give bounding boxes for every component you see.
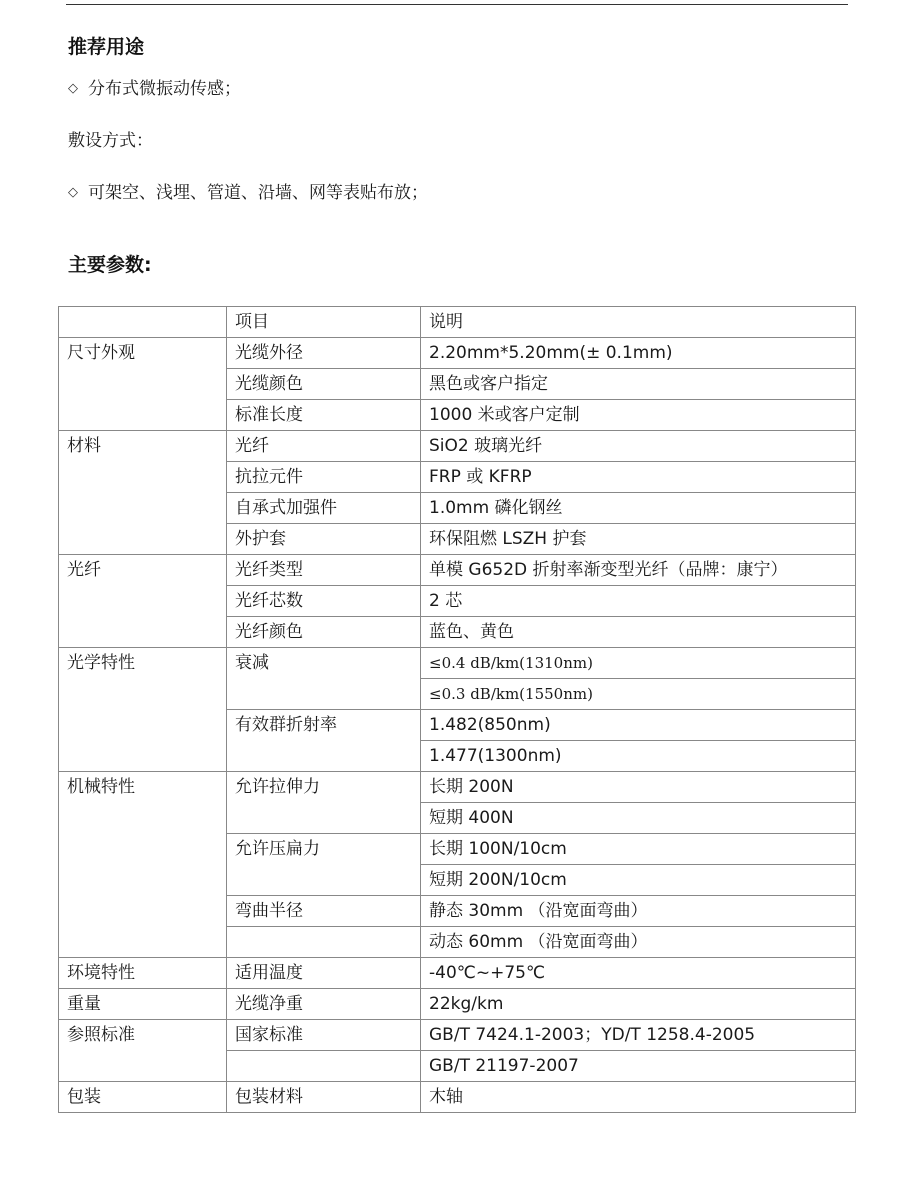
item-cell: 标准长度: [227, 400, 421, 431]
desc-cell: ≤0.3 dB/km(1550nm): [421, 679, 856, 710]
item-cell: 光纤芯数: [227, 586, 421, 617]
desc-cell: 黑色或客户指定: [421, 369, 856, 400]
header-category-cell: [59, 307, 227, 338]
category-cell: 重量: [59, 989, 227, 1020]
item-cell: 光缆净重: [227, 989, 421, 1020]
desc-cell: 木轴: [421, 1082, 856, 1113]
item-cell: 衰减: [227, 648, 421, 710]
item-cell: 允许拉伸力: [227, 772, 421, 834]
spec-table: [58, 306, 856, 1113]
category-cell: 材料: [59, 431, 227, 555]
table-header-row: [59, 307, 856, 338]
table-row: [59, 772, 856, 803]
desc-cell: 长期 100N/10cm: [421, 834, 856, 865]
item-cell: 有效群折射率: [227, 710, 421, 772]
desc-cell: SiO2 玻璃光纤: [421, 431, 856, 462]
desc-cell: GB/T 21197-2007: [421, 1051, 856, 1082]
category-cell: 尺寸外观: [59, 338, 227, 431]
category-cell: 参照标准: [59, 1020, 227, 1082]
item-cell-empty: [227, 1051, 421, 1082]
item-cell: 光纤: [227, 431, 421, 462]
desc-cell: 2.20mm*5.20mm(± 0.1mm): [421, 338, 856, 369]
desc-cell: 1.482(850nm): [421, 710, 856, 741]
usage-bullet: [68, 74, 241, 99]
category-cell: 光纤: [59, 555, 227, 648]
table-row: [59, 431, 856, 462]
desc-cell: 静态 30mm （沿宽面弯曲）: [421, 896, 856, 927]
header-desc-cell: 说明: [421, 307, 856, 338]
desc-cell: 短期 200N/10cm: [421, 865, 856, 896]
category-cell: 包装: [59, 1082, 227, 1113]
desc-cell: ≤0.4 dB/km(1310nm): [421, 648, 856, 679]
desc-cell: 2 芯: [421, 586, 856, 617]
table-row: [59, 648, 856, 679]
desc-cell: 单模 G652D 折射率渐变型光纤（品牌：康宁）: [421, 555, 856, 586]
usage-bullet-text: 分布式微振动传感；: [88, 79, 241, 99]
desc-cell: -40℃~+75℃: [421, 958, 856, 989]
params-heading: 主要参数:: [68, 254, 152, 276]
desc-cell: 短期 400N: [421, 803, 856, 834]
category-cell: 光学特性: [59, 648, 227, 772]
item-cell: 光缆外径: [227, 338, 421, 369]
item-cell: 外护套: [227, 524, 421, 555]
item-cell: 国家标准: [227, 1020, 421, 1051]
desc-cell: 1.0mm 磷化钢丝: [421, 493, 856, 524]
desc-cell: FRP 或 KFRP: [421, 462, 856, 493]
table-row: [59, 989, 856, 1020]
diamond-bullet-icon: ◇: [68, 81, 78, 96]
table-row: [59, 1020, 856, 1051]
top-rule: [66, 4, 848, 5]
item-cell: 抗拉元件: [227, 462, 421, 493]
category-cell: 机械特性: [59, 772, 227, 958]
desc-cell: 蓝色、黄色: [421, 617, 856, 648]
item-cell: 包装材料: [227, 1082, 421, 1113]
item-cell: 光纤类型: [227, 555, 421, 586]
laying-bullet-text: 可架空、浅埋、管道、沿墙、网等表贴布放；: [88, 183, 428, 203]
item-cell: 自承式加强件: [227, 493, 421, 524]
laying-bullet: [68, 178, 428, 203]
table-row: [59, 958, 856, 989]
desc-cell: 22kg/km: [421, 989, 856, 1020]
usage-heading: 推荐用途: [68, 36, 145, 58]
laying-label: 敷设方式：: [68, 131, 153, 151]
header-item-cell: 项目: [227, 307, 421, 338]
table-row: [59, 1082, 856, 1113]
item-cell: 光缆颜色: [227, 369, 421, 400]
table-row: [59, 555, 856, 586]
desc-cell: 动态 60mm （沿宽面弯曲）: [421, 927, 856, 958]
desc-cell: 环保阻燃 LSZH 护套: [421, 524, 856, 555]
item-cell: 弯曲半径: [227, 896, 421, 927]
category-cell: 环境特性: [59, 958, 227, 989]
desc-cell: GB/T 7424.1-2003；YD/T 1258.4-2005: [421, 1020, 856, 1051]
item-cell: 适用温度: [227, 958, 421, 989]
table-row: [59, 338, 856, 369]
desc-cell: 长期 200N: [421, 772, 856, 803]
item-cell-empty: [227, 927, 421, 958]
item-cell: 光纤颜色: [227, 617, 421, 648]
desc-cell: 1000 米或客户定制: [421, 400, 856, 431]
desc-cell: 1.477(1300nm): [421, 741, 856, 772]
diamond-bullet-icon: ◇: [68, 185, 78, 200]
item-cell: 允许压扁力: [227, 834, 421, 896]
